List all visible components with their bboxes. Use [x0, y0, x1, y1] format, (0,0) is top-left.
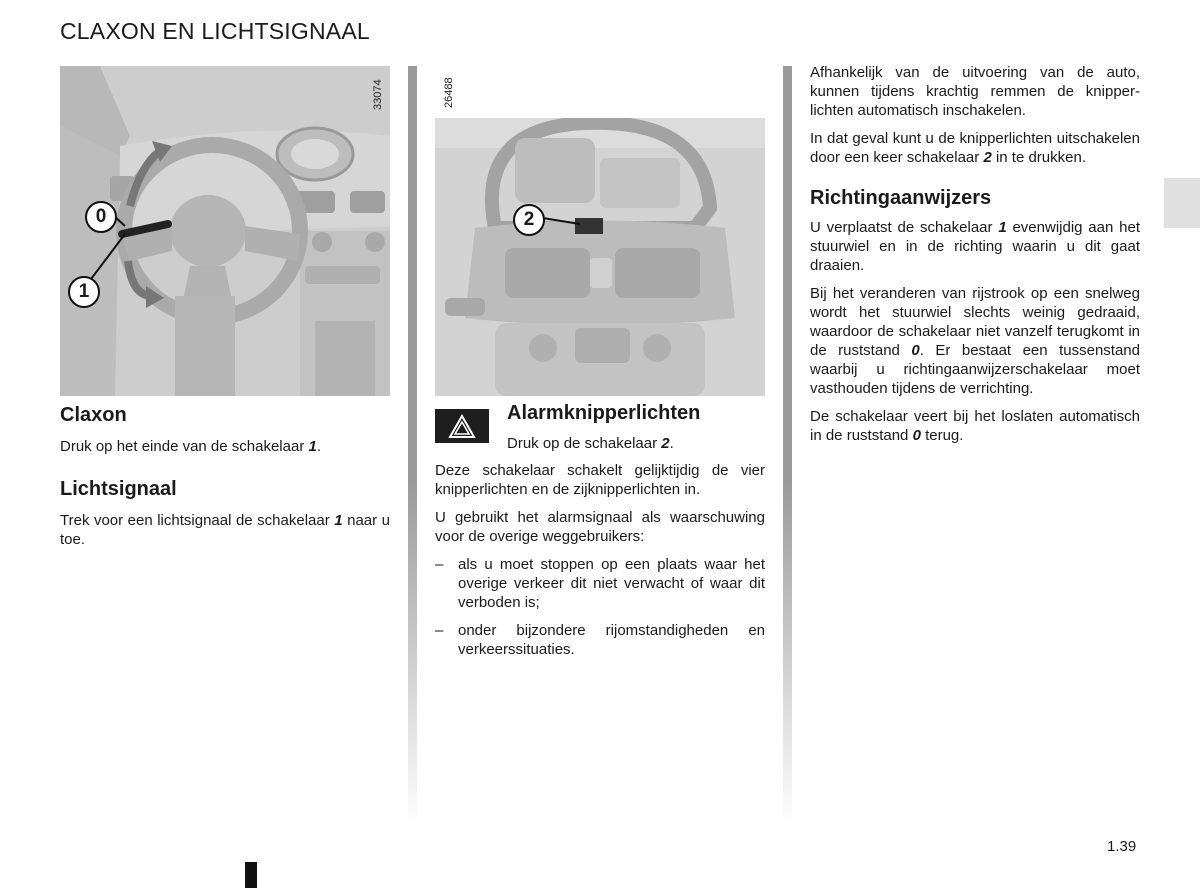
- steering-wheel-illustration: [60, 66, 390, 396]
- heading-richtingaanwijzers: Richtingaanwijzers: [810, 187, 992, 209]
- print-mark: [245, 862, 257, 888]
- figure-code: 33074: [372, 79, 384, 110]
- brake-paragraph-2: In dat geval kunt u de knipperlichten uitschakelen door een keer schakelaar 2 in te drukken.: [810, 130, 1140, 166]
- alarm-paragraph-1: Deze schakelaar schakelt gelijktijdig de vier knipperlichten en de zijknipperlichten in.: [435, 462, 765, 498]
- section-tab: [1164, 178, 1200, 228]
- hazard-warning-triangle-icon: [435, 409, 489, 443]
- callout-0: 0: [85, 201, 117, 233]
- list-item: – als u moet stoppen op een plaats waar het overige verkeer dit niet verwacht of waar dit verboden is;: [435, 555, 765, 612]
- column-richtingaanwijzers: [810, 63, 1140, 445]
- list-item: – onder bijzondere rijomstandigheden en verkeerssituaties.: [435, 621, 765, 659]
- column-divider: [783, 66, 792, 826]
- column-divider: [408, 66, 417, 826]
- column-claxon: [60, 66, 390, 549]
- column-alarm: [435, 66, 765, 658]
- callout-2: 2: [513, 204, 545, 236]
- indicator-paragraph-2: Bij het veranderen van rijstrook op een snelweg wordt het stuurwiel slechts weinig gedraaid, waardoor de schakelaar niet vanzelf terugkomt in de ruststand 0. Er bestaat een tussenstand waarbij u richtingaanwijzerschakelaar moet vasthouden tijdens de verrichting.: [810, 285, 1140, 397]
- hazard-switch-figure: [435, 66, 765, 396]
- hazard-switch-illustration: [435, 118, 765, 396]
- alarm-list: [435, 555, 765, 659]
- callout-1: 1: [68, 276, 100, 308]
- alarm-intro: Druk op de schakelaar 2.: [507, 435, 674, 452]
- indicator-paragraph-3: De schakelaar veert bij het loslaten automatisch in de ruststand 0 terug.: [810, 408, 1140, 444]
- claxon-text: Druk op het einde van de schakelaar 1.: [60, 438, 322, 455]
- alarm-paragraph-2: U gebruikt het alarmsignaal als waarschuwing voor de overige weggebruikers:: [435, 509, 765, 545]
- heading-lichtsignaal: Lichtsignaal: [60, 478, 177, 500]
- brake-paragraph-1: Afhankelijk van de uitvoering van de auto, kunnen tijdens krachtig remmen de knipperlichten automatisch inschakelen.: [810, 64, 1140, 119]
- page-title: CLAXON EN LICHTSIGNAAL: [60, 18, 370, 44]
- figure-code: 26488: [443, 77, 455, 108]
- indicator-paragraph-1: U verplaatst de schakelaar 1 evenwijdig aan het stuurwiel en in de richting waarin u dit gaat draaien.: [810, 219, 1140, 274]
- heading-alarmknipperlichten: Alarmknipperlichten: [507, 402, 701, 424]
- page-number: 1.39: [1107, 838, 1137, 855]
- lichtsignaal-text: Trek voor een lichtsignaal de schakelaar 1 naar u toe.: [60, 512, 390, 548]
- heading-claxon: Claxon: [60, 404, 127, 426]
